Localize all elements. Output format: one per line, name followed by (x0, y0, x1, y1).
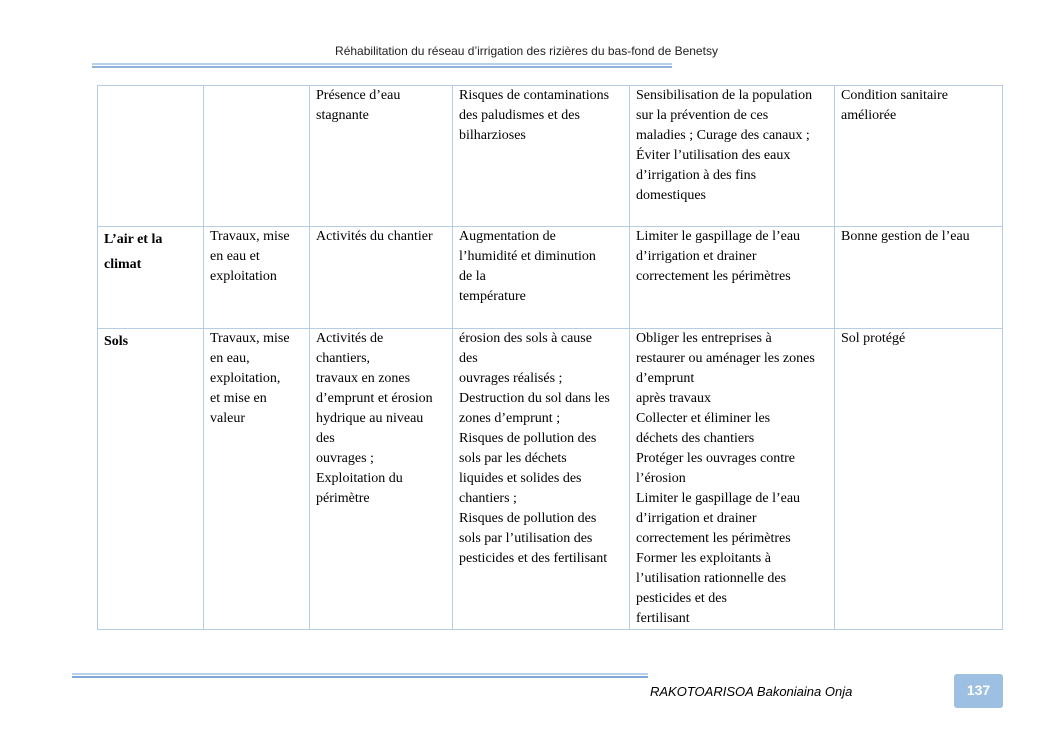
cell-text-line: chantiers ; (459, 491, 517, 506)
cell-text-line: Sensibilisation de la population (636, 88, 813, 103)
cell-impact (453, 86, 630, 227)
cell-text-line: exploitation, (210, 371, 281, 386)
cell-milieu (98, 86, 204, 227)
footer-rule (72, 673, 648, 680)
table-row (98, 329, 1003, 630)
cell-text-line: déchets des chantiers (636, 431, 755, 446)
cell-text-line: domestiques (636, 188, 706, 203)
cell-text-line: Augmentation de (459, 229, 556, 244)
cell-text-line: correctement les périmètres (636, 269, 791, 284)
cell-text-line: Collecter et éliminer les (636, 411, 771, 426)
cell-text-line: sols par les déchets (459, 451, 567, 466)
cell-text-line: maladies ; Curage des canaux ; (636, 128, 810, 143)
cell-text-line: température (459, 289, 526, 304)
cell-text-line: valeur (210, 411, 245, 426)
cell-text-line: Condition sanitaire (841, 88, 948, 103)
cell-text-line: correctement les périmètres (636, 531, 791, 546)
cell-phase (204, 86, 310, 227)
cell-text-line: Travaux, mise (210, 229, 290, 244)
cell-text-line: Sol protégé (841, 331, 906, 346)
cell-text-line: l’érosion (636, 471, 686, 486)
cell-text-line: Risques de pollution des (459, 431, 597, 446)
cell-text-line: Sols (104, 334, 129, 349)
page-number-badge: 137 (954, 674, 1003, 708)
cell-text-line: d’irrigation et drainer (636, 511, 757, 526)
cell-text-line: Exploitation du (316, 471, 403, 486)
cell-text-line: en eau et (210, 249, 260, 264)
cell-text-line: Travaux, mise (210, 331, 290, 346)
cell-text-line: restaurer ou aménager les zones (636, 351, 815, 366)
cell-text-line: d’irrigation et drainer (636, 249, 757, 264)
cell-text-line: ouvrages réalisés ; (459, 371, 563, 386)
cell-text-line: bilharzioses (459, 128, 526, 143)
running-header-title: Réhabilitation du réseau d’irrigation des rizières du bas-fond de Benetsy (335, 44, 718, 58)
cell-phase (204, 227, 310, 329)
cell-text-line: sols par l’utilisation des (459, 531, 593, 546)
cell-text-line: Risques de pollution des (459, 511, 597, 526)
cell-text-line: Activités du chantier (316, 229, 433, 244)
cell-text-line: L’air et la (104, 232, 163, 247)
cell-resultat (835, 329, 1003, 630)
cell-text-line: Destruction du sol dans les (459, 391, 610, 406)
cell-text-line: Limiter le gaspillage de l’eau (636, 229, 801, 244)
cell-text-line: climat (104, 257, 142, 272)
cell-milieu (98, 329, 204, 630)
cell-text-line: érosion des sols à cause (459, 331, 592, 346)
cell-text-line: Limiter le gaspillage de l’eau (636, 491, 801, 506)
cell-text-line: sur la prévention de ces (636, 108, 769, 123)
cell-mesures (630, 86, 835, 227)
cell-text-line: d’emprunt et érosion (316, 391, 433, 406)
header-rule (92, 63, 672, 69)
cell-text-line: ouvrages ; (316, 451, 374, 466)
cell-source (310, 329, 453, 630)
cell-text-line: stagnante (316, 108, 369, 123)
cell-text-line: de la (459, 269, 486, 284)
cell-text-line: après travaux (636, 391, 712, 406)
cell-text-line: Former les exploitants à (636, 551, 771, 566)
cell-text-line: hydrique au niveau (316, 411, 424, 426)
impact-mitigation-table (97, 85, 1003, 630)
table-row (98, 86, 1003, 227)
cell-text-line: Protéger les ouvrages contre (636, 451, 795, 466)
cell-text-line: améliorée (841, 108, 897, 123)
cell-text-line: Activités de (316, 331, 384, 346)
table-row (98, 227, 1003, 329)
footer-author: RAKOTOARISOA Bakoniaina Onja (650, 684, 853, 699)
cell-text-line: des paludismes et des (459, 108, 580, 123)
cell-text-line: liquides et solides des (459, 471, 582, 486)
cell-text-line: travaux en zones (316, 371, 411, 386)
cell-source (310, 227, 453, 329)
cell-impact (453, 227, 630, 329)
cell-text-line: l’humidité et diminution (459, 249, 596, 264)
cell-text-line: exploitation (210, 269, 277, 284)
cell-text-line: Bonne gestion de l’eau (841, 229, 970, 244)
cell-text-line: d’emprunt (636, 371, 695, 386)
cell-text-line: fertilisant (636, 611, 690, 626)
cell-text-line: pesticides et des fertilisant (459, 551, 608, 566)
cell-text-line: Risques de contaminations (459, 88, 610, 103)
cell-text-line: l’utilisation rationnelle des (636, 571, 787, 586)
cell-text-line: Éviter l’utilisation des eaux (636, 148, 791, 163)
cell-text-line: zones d’emprunt ; (459, 411, 561, 426)
cell-text-line: pesticides et des (636, 591, 727, 606)
cell-text-line: chantiers, (316, 351, 371, 366)
cell-milieu (98, 227, 204, 329)
cell-resultat (835, 86, 1003, 227)
cell-text-line: et mise en (210, 391, 267, 406)
cell-phase (204, 329, 310, 630)
cell-text-line: périmètre (316, 491, 370, 506)
cell-source (310, 86, 453, 227)
cell-text-line: des (316, 431, 335, 446)
cell-text-line: des (459, 351, 478, 366)
cell-impact (453, 329, 630, 630)
cell-text-line: d’irrigation à des fins (636, 168, 757, 183)
cell-text-line: Obliger les entreprises à (636, 331, 772, 346)
cell-resultat (835, 227, 1003, 329)
cell-text-line: en eau, (210, 351, 250, 366)
cell-text-line: Présence d’eau (316, 88, 401, 103)
cell-mesures (630, 227, 835, 329)
cell-mesures (630, 329, 835, 630)
